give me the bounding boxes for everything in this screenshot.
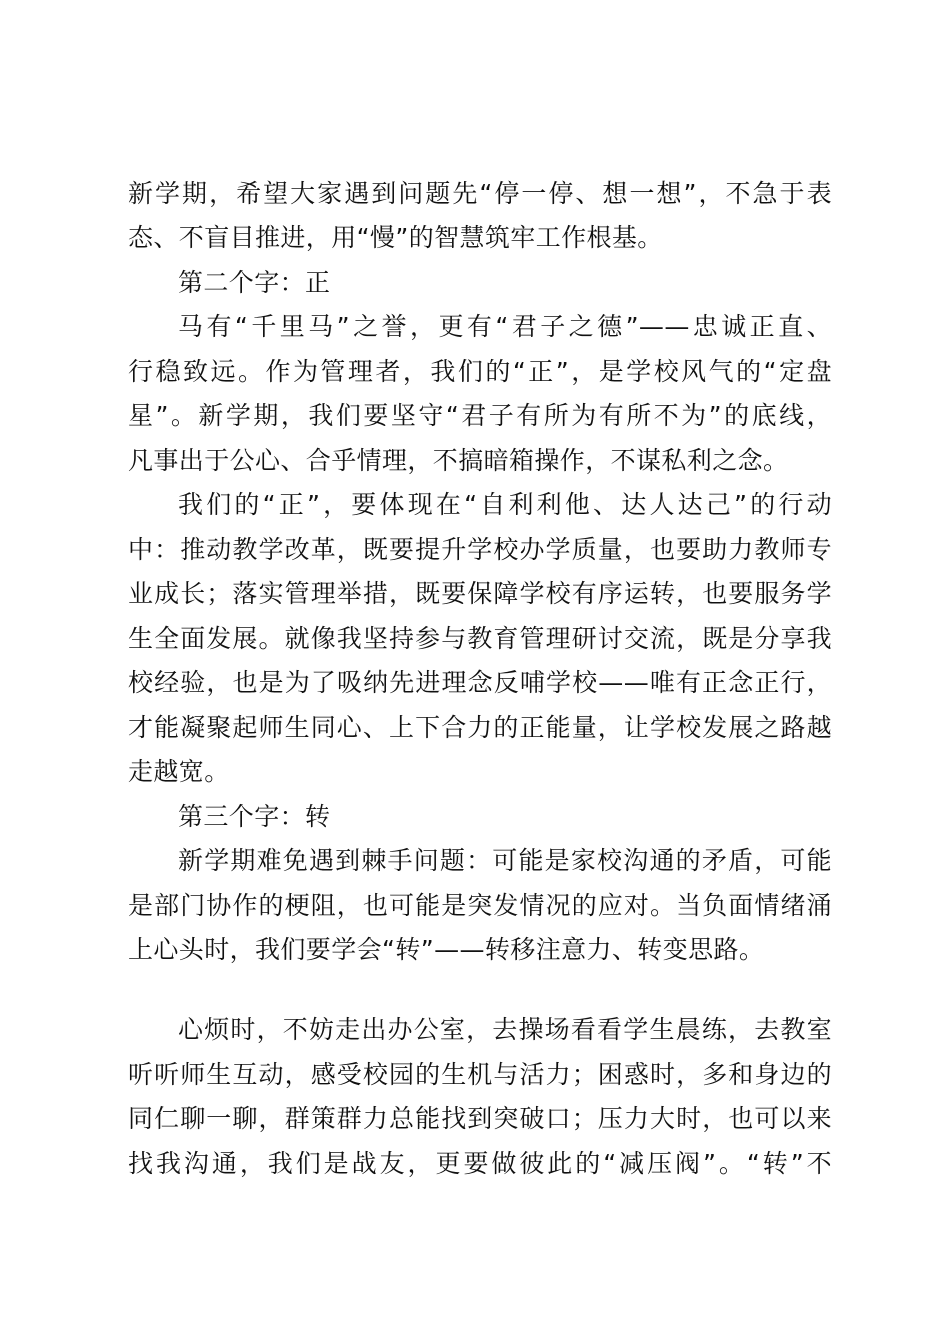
text-line: 听听师生互动，感受校园的生机与活力；困惑时，多和身边的 xyxy=(128,1060,832,1089)
text-line: 校经验，也是为了吸纳先进理念反哺学校——唯有正念正行， xyxy=(128,668,832,697)
text-line: 星”。新学期，我们要坚守“君子有所为有所不为”的底线， xyxy=(128,401,832,430)
text-line: 新学期，希望大家遇到问题先“停一停、想一想”，不急于表 xyxy=(128,179,832,208)
text-line: 心烦时，不妨走出办公室，去操场看看学生晨练，去教室 xyxy=(178,1015,832,1044)
text-line: 生全面发展。就像我坚持参与教育管理研讨交流，既是分享我 xyxy=(128,624,832,653)
text-line: 行稳致远。作为管理者，我们的“正”，是学校风气的“定盘 xyxy=(128,357,832,386)
text-line: 业成长；落实管理举措，既要保障学校有序运转，也要服务学 xyxy=(128,579,832,608)
text-line: 我们的“正”，要体现在“自利利他、达人达己”的行动 xyxy=(178,490,832,519)
section-heading: 第二个字：正 xyxy=(178,268,331,297)
text-line: 是部门协作的梗阻，也可能是突发情况的应对。当负面情绪涌 xyxy=(128,891,832,920)
text-line: 才能凝聚起师生同心、上下合力的正能量，让学校发展之路越 xyxy=(128,713,832,742)
text-line: 马有“千里马”之誉，更有“君子之德”——忠诚正直、 xyxy=(178,312,832,341)
text-line: 凡事出于公心、合乎情理，不搞暗箱操作，不谋私利之念。 xyxy=(128,446,789,475)
text-line: 同仁聊一聊，群策群力总能找到突破口；压力大时，也可以来 xyxy=(128,1104,832,1133)
text-line: 上心头时，我们要学会“转”——转移注意力、转变思路。 xyxy=(128,935,765,964)
text-line: 中：推动教学改革，既要提升学校办学质量，也要助力教师专 xyxy=(128,535,832,564)
text-line: 找我沟通，我们是战友，更要做彼此的“减压阀”。“转”不 xyxy=(128,1149,832,1178)
section-heading: 第三个字：转 xyxy=(178,802,331,831)
text-line: 态、不盲目推进，用“慢”的智慧筑牢工作根基。 xyxy=(128,223,663,252)
text-line: 走越宽。 xyxy=(128,757,230,786)
text-line: 新学期难免遇到棘手问题：可能是家校沟通的矛盾，可能 xyxy=(178,846,832,875)
